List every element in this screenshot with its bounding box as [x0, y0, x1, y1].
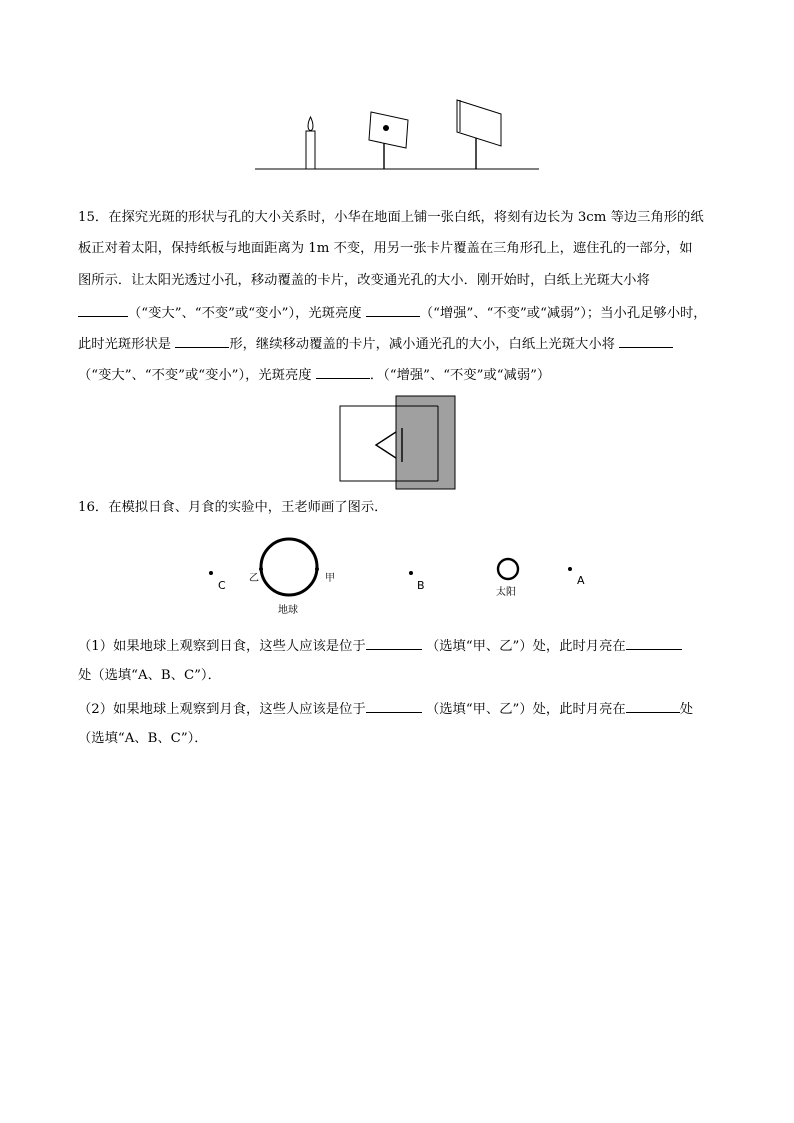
candle-pinhole-figure	[250, 95, 545, 175]
q15-text: （“变大”、“不变”或“变小”），光斑亮度	[128, 306, 366, 321]
answer-blank[interactable]	[366, 302, 420, 317]
answer-blank[interactable]	[626, 698, 680, 713]
eclipse-diagram	[200, 532, 600, 617]
q15-line-1: 15．在探究光斑的形状与孔的大小关系时，小华在地面上铺一张白纸，将刻有边长为 3cm 等边三角形的纸	[78, 210, 704, 225]
q16-intro: 16．在模拟日食、月食的实验中，王老师画了图示．	[78, 500, 388, 515]
point-c-dot	[209, 571, 213, 575]
point-b-label: B	[417, 579, 425, 592]
sun-circle	[498, 559, 518, 579]
q15-line-3: 图所示．让太阳光透过小孔，移动覆盖的卡片，改变通光孔的大小．刚开始时，白纸上光斑大小将	[78, 273, 650, 288]
q15-line-6	[78, 364, 550, 386]
answer-blank[interactable]	[626, 635, 682, 650]
q15-text: （“增强”、“不变”或“减弱”）；当小孔足够小时，	[419, 306, 707, 321]
q15-text: 此时光斑形状是	[78, 337, 176, 352]
point-a-dot	[568, 567, 572, 571]
answer-blank[interactable]	[366, 698, 422, 713]
point-b-dot	[409, 571, 413, 575]
pinhole	[383, 125, 389, 131]
screen-board	[457, 100, 501, 146]
answer-blank[interactable]	[175, 333, 229, 348]
answer-blank[interactable]	[619, 333, 673, 348]
q15-line-4	[78, 302, 707, 324]
q16-part1-line1	[78, 635, 682, 657]
covering-card	[396, 396, 455, 489]
sun-label: 太阳	[496, 587, 516, 598]
q16-part2-line2: （选填“A、B、C”）．	[78, 731, 208, 746]
candle-flame	[308, 117, 313, 131]
q16-text: （选填“甲、乙”）处，此时月亮在	[425, 702, 626, 717]
q15-text: ．（“增强”、“不变”或“减弱”）	[369, 368, 551, 383]
point-c-label: C	[218, 579, 226, 592]
candle	[306, 131, 315, 169]
point-a-label: A	[577, 574, 585, 587]
triangle-hole-figure	[338, 394, 460, 492]
q16-part2-line1	[78, 698, 693, 720]
earth-label: 地球	[278, 605, 298, 616]
q16-text: （1）如果地球上观察到日食，这些人应该是位于	[78, 639, 366, 654]
earth-circle	[261, 539, 317, 595]
q15-line-2: 板正对着太阳，保持纸板与地面距离为 1m 不变，用另一张卡片覆盖在三角形孔上，遮住孔的一部分，如	[78, 241, 693, 256]
answer-blank[interactable]	[366, 635, 422, 650]
q15-text: 形，继续移动覆盖的卡片，减小通光孔的大小，白纸上光斑大小将	[229, 337, 620, 352]
side-jia-label: 甲	[325, 573, 335, 584]
pinhole-card	[369, 112, 408, 148]
q16-text: （2）如果地球上观察到月食，这些人应该是位于	[78, 702, 366, 717]
jia-position-dot	[315, 567, 319, 571]
answer-blank[interactable]	[316, 364, 370, 379]
yi-position-dot	[259, 567, 263, 571]
q15-text: （“变大”、“不变”或“变小”），光斑亮度	[78, 368, 316, 383]
q16-part1-line2: 处（选填“A、B、C”）．	[78, 668, 221, 683]
answer-blank[interactable]	[78, 302, 128, 317]
q15-line-5	[78, 333, 673, 355]
q16-text: 处	[679, 702, 693, 717]
side-yi-label: 乙	[249, 573, 259, 584]
q16-text: （选填“甲、乙”）处，此时月亮在	[425, 639, 626, 654]
